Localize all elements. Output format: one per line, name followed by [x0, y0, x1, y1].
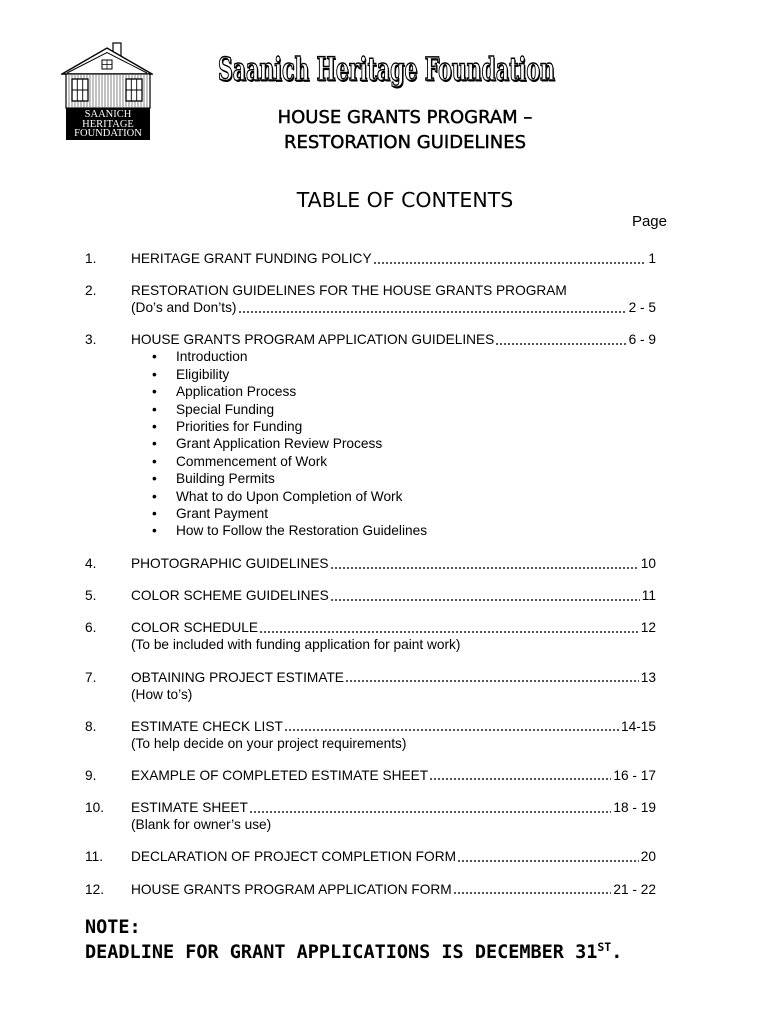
list-item: [131, 522, 656, 539]
entry-title: PHOTOGRAPHIC GUIDELINES: [131, 556, 329, 572]
dot-leader: [346, 680, 639, 682]
entry-number: 3.: [85, 332, 97, 348]
deadline-text: DEADLINE FOR GRANT APPLICATIONS IS DECEMBER 31: [85, 942, 598, 963]
entry-title: ESTIMATE CHECK LIST: [131, 718, 283, 734]
dot-leader: [331, 599, 640, 601]
entry-line: [131, 619, 656, 636]
bullet-text: What to do Upon Completion of Work: [176, 488, 403, 504]
entry-title: COLOR SCHEME GUIDELINES: [131, 588, 329, 604]
toc-entry-5: [85, 587, 656, 604]
entry-title: ESTIMATE SHEET: [131, 800, 248, 816]
list-item: [131, 401, 656, 418]
entry-title: COLOR SCHEDULE: [131, 620, 259, 636]
entry-line: [131, 299, 656, 316]
dot-leader: [331, 567, 639, 569]
bullet-text: Priorities for Funding: [176, 419, 303, 434]
entry-line: [131, 799, 656, 816]
entry-number: 12.: [85, 881, 105, 897]
table-of-contents: [85, 250, 656, 913]
dot-leader: [496, 343, 626, 345]
entry-line: [131, 250, 656, 267]
document-title-line2: RESTORATION GUIDELINES: [283, 132, 527, 153]
list-item: [131, 488, 656, 505]
entry-line: [131, 331, 656, 348]
bullet-icon: [152, 366, 157, 383]
logo-line: FOUNDATION: [74, 128, 142, 139]
bullet-text: Grant Application Review Process: [176, 436, 383, 452]
entry-number: 7.: [85, 669, 97, 685]
toc-entry-8: [85, 718, 656, 752]
entry-number: 9.: [85, 767, 97, 783]
dot-leader: [454, 892, 612, 894]
foundation-logo: [61, 42, 153, 142]
bullet-text: How to Follow the Restoration Guidelines: [176, 523, 428, 539]
entry-line: [131, 587, 656, 604]
entry-line: [131, 848, 656, 865]
entry-number: 1.: [85, 251, 97, 266]
entry-page: 11: [641, 588, 656, 604]
entry-number: 4.: [85, 556, 97, 572]
toc-entry-1: [85, 250, 656, 267]
entry-title: HOUSE GRANTS PROGRAM APPLICATION GUIDELINES: [131, 332, 495, 348]
page-column-label: Page: [631, 213, 667, 230]
entry-page: 20: [640, 849, 656, 865]
dot-leader: [239, 311, 627, 313]
bullet-icon: [152, 435, 157, 452]
entry-page: 18 - 19: [613, 800, 656, 816]
entry-line: [131, 669, 656, 686]
bullet-text: Application Process: [176, 384, 297, 400]
entry-page: 12: [640, 620, 656, 636]
toc-entry-9: [85, 767, 656, 784]
entry-page: 16 - 17: [613, 767, 656, 783]
bullet-text: Grant Payment: [176, 506, 269, 522]
bullet-icon: [152, 418, 157, 435]
dot-leader: [285, 729, 619, 731]
entry-number: 11.: [85, 849, 104, 865]
entry-body: [131, 718, 656, 752]
dot-leader: [430, 778, 611, 780]
entry-line: [131, 718, 656, 735]
entry-page: 10: [640, 556, 656, 572]
list-item: [131, 435, 656, 452]
logo-wordmark: [66, 110, 150, 139]
entry-body: [131, 848, 656, 865]
dot-leader: [250, 811, 612, 813]
toc-entry-12: [85, 881, 656, 898]
entry-subtitle: (To help decide on your project requirements): [131, 735, 407, 751]
toc-entry-3: [85, 331, 656, 539]
bullet-icon: [152, 505, 157, 522]
entry-subtitle: (How to’s): [131, 686, 193, 702]
toc-entry-10: [85, 799, 656, 833]
bullet-text: Introduction: [176, 349, 248, 365]
dot-leader: [374, 262, 647, 264]
entry-line: [131, 767, 656, 784]
list-item: [131, 366, 656, 383]
toc-entry-7: [85, 669, 656, 703]
bullet-icon: [152, 470, 157, 487]
entry-body: [131, 799, 656, 833]
entry-title: EXAMPLE OF COMPLETED ESTIMATE SHEET: [131, 767, 429, 783]
bullet-text: Eligibility: [176, 366, 230, 382]
entry-body: [131, 669, 656, 703]
entry-subtitle: (Do’s and Don’ts): [131, 300, 237, 316]
deadline-period: .: [611, 942, 623, 963]
toc-entry-2: [85, 282, 656, 316]
entry-page: 1: [648, 251, 656, 266]
entry-title: DECLARATION OF PROJECT COMPLETION FORM: [131, 849, 456, 865]
list-item: [131, 418, 656, 435]
bullet-text: Building Permits: [176, 471, 275, 487]
entry-line: [131, 555, 656, 572]
toc-heading: TABLE OF CONTENTS: [296, 188, 514, 212]
entry-body: [131, 619, 656, 653]
entry-line: [131, 881, 656, 898]
entry-title: HERITAGE GRANT FUNDING POLICY: [131, 251, 372, 266]
entry-body: [131, 587, 656, 604]
ordinal-suffix: ST: [597, 940, 612, 954]
section-bullet-list: [131, 348, 656, 539]
entry-page: 13: [640, 669, 656, 685]
toc-entry-11: [85, 848, 656, 865]
entry-page: 14-15: [620, 718, 656, 734]
bullet-icon: [152, 401, 157, 418]
logo-line: HERITAGE: [82, 118, 134, 130]
list-item: [131, 505, 656, 522]
bullet-icon: [152, 488, 157, 505]
entry-body: [131, 555, 656, 572]
list-item: [131, 383, 656, 400]
entry-subtitle: (Blank for owner’s use): [131, 817, 272, 833]
entry-body: [131, 881, 656, 898]
note-label: NOTE:: [85, 917, 141, 938]
document-title-line1: HOUSE GRANTS PROGRAM –: [277, 107, 533, 128]
list-item: [131, 348, 656, 365]
entry-number: 8.: [85, 718, 97, 734]
deadline-notice: [85, 941, 622, 965]
dot-leader: [260, 631, 639, 633]
entry-subtitle: (To be included with funding application for paint work): [131, 637, 461, 653]
organization-name: Saanich Heritage Foundation: [218, 50, 555, 88]
entry-page: 6 - 9: [628, 332, 656, 348]
bullet-text: Special Funding: [176, 401, 275, 417]
bullet-icon: [152, 383, 157, 400]
entry-body: [131, 282, 656, 316]
entry-body: [131, 250, 656, 267]
entry-title: RESTORATION GUIDELINES FOR THE HOUSE GRANTS PROGRAM: [131, 283, 567, 299]
list-item: [131, 470, 656, 487]
entry-number: 5.: [85, 588, 97, 604]
entry-number: 10.: [85, 800, 105, 816]
entry-body: [131, 331, 656, 539]
bullet-text: Commencement of Work: [176, 453, 328, 469]
entry-body: [131, 767, 656, 784]
entry-page: 2 - 5: [628, 300, 656, 316]
entry-line: [131, 282, 656, 299]
bullet-icon: [152, 522, 157, 539]
entry-number: 6.: [85, 620, 97, 636]
entry-title: OBTAINING PROJECT ESTIMATE: [131, 669, 344, 685]
entry-number: 2.: [85, 283, 97, 299]
toc-entry-6: [85, 619, 656, 653]
logo-line: SAANICH: [84, 109, 132, 120]
entry-page: 21 - 22: [613, 881, 656, 897]
dot-leader: [458, 860, 639, 862]
toc-entry-4: [85, 555, 656, 572]
bullet-icon: [152, 453, 157, 470]
entry-title: HOUSE GRANTS PROGRAM APPLICATION FORM: [131, 881, 452, 897]
list-item: [131, 453, 656, 470]
bullet-icon: [152, 348, 157, 365]
